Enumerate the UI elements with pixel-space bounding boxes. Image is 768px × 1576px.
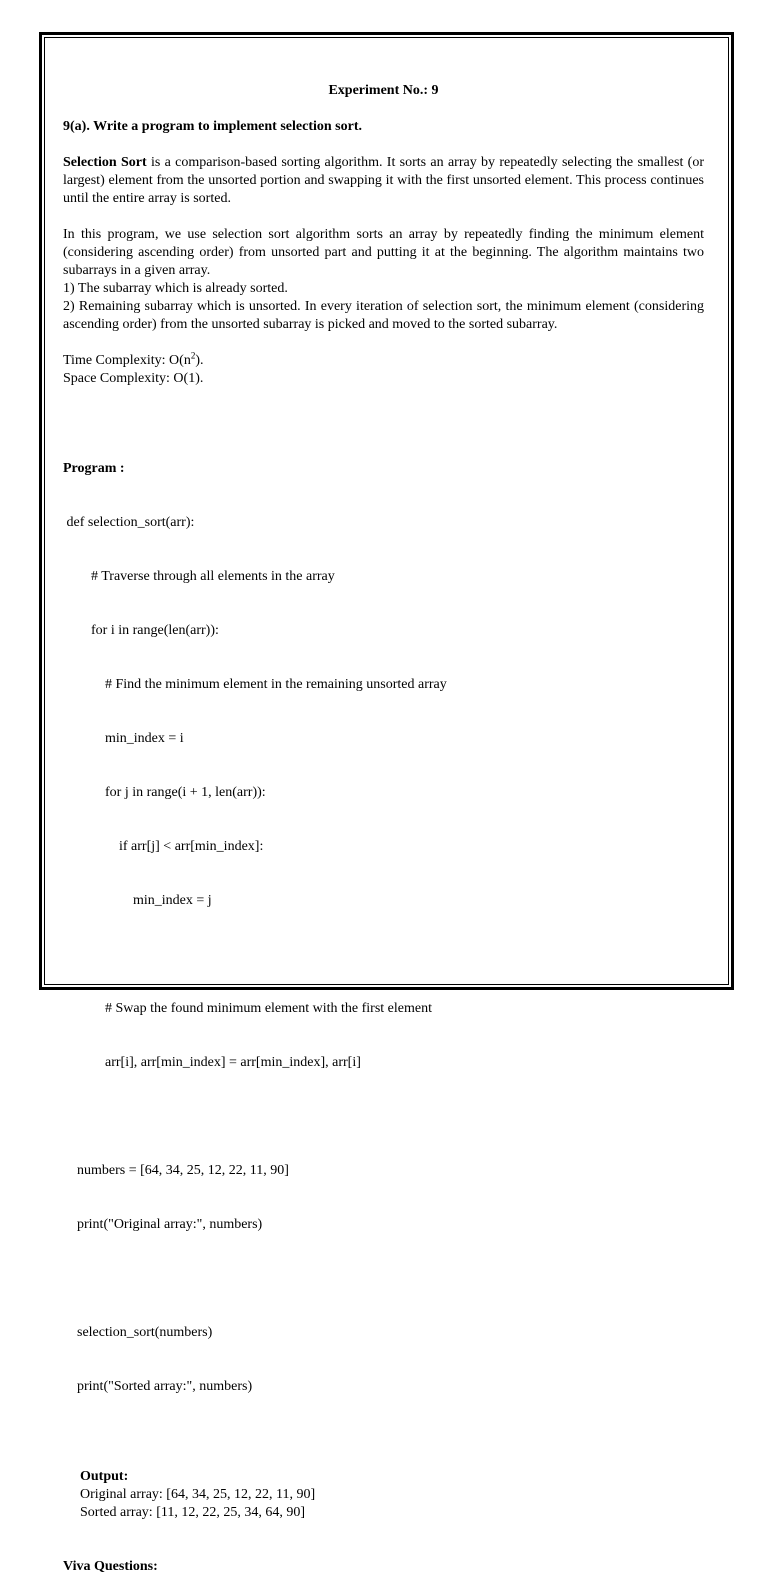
spacer	[63, 334, 704, 352]
spacer	[63, 100, 704, 118]
code-line: for i in range(len(arr)):	[63, 623, 219, 638]
task-title: 9(a). Write a program to implement selection sort.	[63, 119, 362, 134]
code-line: arr[i], arr[min_index] = arr[min_index], arr[i]	[63, 1055, 361, 1070]
description-paragraph: In this program, we use selection sort algorithm sorts an array by repeatedly finding the minimum element (considering ascending order) from unsorted part and putting it at the beginning. The algorithm maintains two subarrays in a given array.	[63, 227, 704, 278]
output-line-2: Sorted array: [11, 12, 22, 25, 34, 64, 90]	[80, 1505, 305, 1520]
code-line: # Swap the found minimum element with the first element	[63, 1001, 432, 1016]
program-label: Program :	[63, 461, 125, 476]
spacer	[63, 442, 704, 460]
code-line	[63, 1108, 704, 1126]
intro-paragraph	[63, 154, 704, 208]
code-line: numbers = [64, 34, 25, 12, 22, 11, 90]	[63, 1163, 289, 1178]
description-point-1: 1) The subarray which is already sorted.	[63, 281, 288, 296]
spacer	[63, 406, 704, 424]
program-code	[63, 478, 704, 1432]
output-section	[63, 1468, 704, 1522]
intro-text: is a comparison-based sorting algorithm. It sorts an array by repeatedly selecting the smallest (or largest) element from the unsorted portion and swapping it with the first unsorted element. This process continues until the entire array is sorted.	[63, 155, 704, 206]
document-body	[63, 82, 704, 1576]
viva-questions-label: Viva Questions:	[63, 1559, 158, 1574]
intro-term: Selection Sort	[63, 155, 147, 170]
spacer	[63, 1432, 704, 1450]
code-line	[63, 1270, 704, 1288]
code-line: print("Original array:", numbers)	[63, 1217, 263, 1232]
code-line: print("Sorted array:", numbers)	[63, 1379, 253, 1394]
spacer	[63, 1522, 704, 1540]
code-line: for j in range(i + 1, len(arr)):	[63, 785, 266, 800]
spacer	[63, 388, 704, 406]
code-line: selection_sort(numbers)	[63, 1325, 213, 1340]
time-complexity: Time Complexity: $O(n^2)$.	[63, 350, 204, 368]
code-line: def selection_sort(arr):	[63, 515, 195, 530]
spacer	[63, 424, 704, 442]
code-line: min_index = i	[63, 731, 184, 746]
output-label: Output:	[80, 1469, 129, 1484]
spacer	[63, 136, 704, 154]
output-line-1: Original array: [64, 34, 25, 12, 22, 11, 90]	[80, 1487, 316, 1502]
spacer	[63, 1450, 704, 1468]
code-line	[63, 946, 704, 964]
space-complexity: Space Complexity: O(1).	[63, 371, 204, 386]
description-point-2: 2) Remaining subarray which is unsorted. In every iteration of selection sort, the minimum element (considering ascending order) from the unsorted subarray is picked and moved to the sorted subarray.	[63, 299, 704, 332]
spacer	[63, 1540, 704, 1558]
code-line: min_index = j	[63, 893, 212, 908]
code-line: # Find the minimum element in the remaining unsorted array	[63, 677, 447, 692]
experiment-heading: Experiment No.: 9	[328, 83, 439, 98]
spacer	[63, 208, 704, 226]
code-line: if arr[j] < arr[min_index]:	[63, 839, 264, 854]
code-line: # Traverse through all elements in the array	[63, 569, 335, 584]
